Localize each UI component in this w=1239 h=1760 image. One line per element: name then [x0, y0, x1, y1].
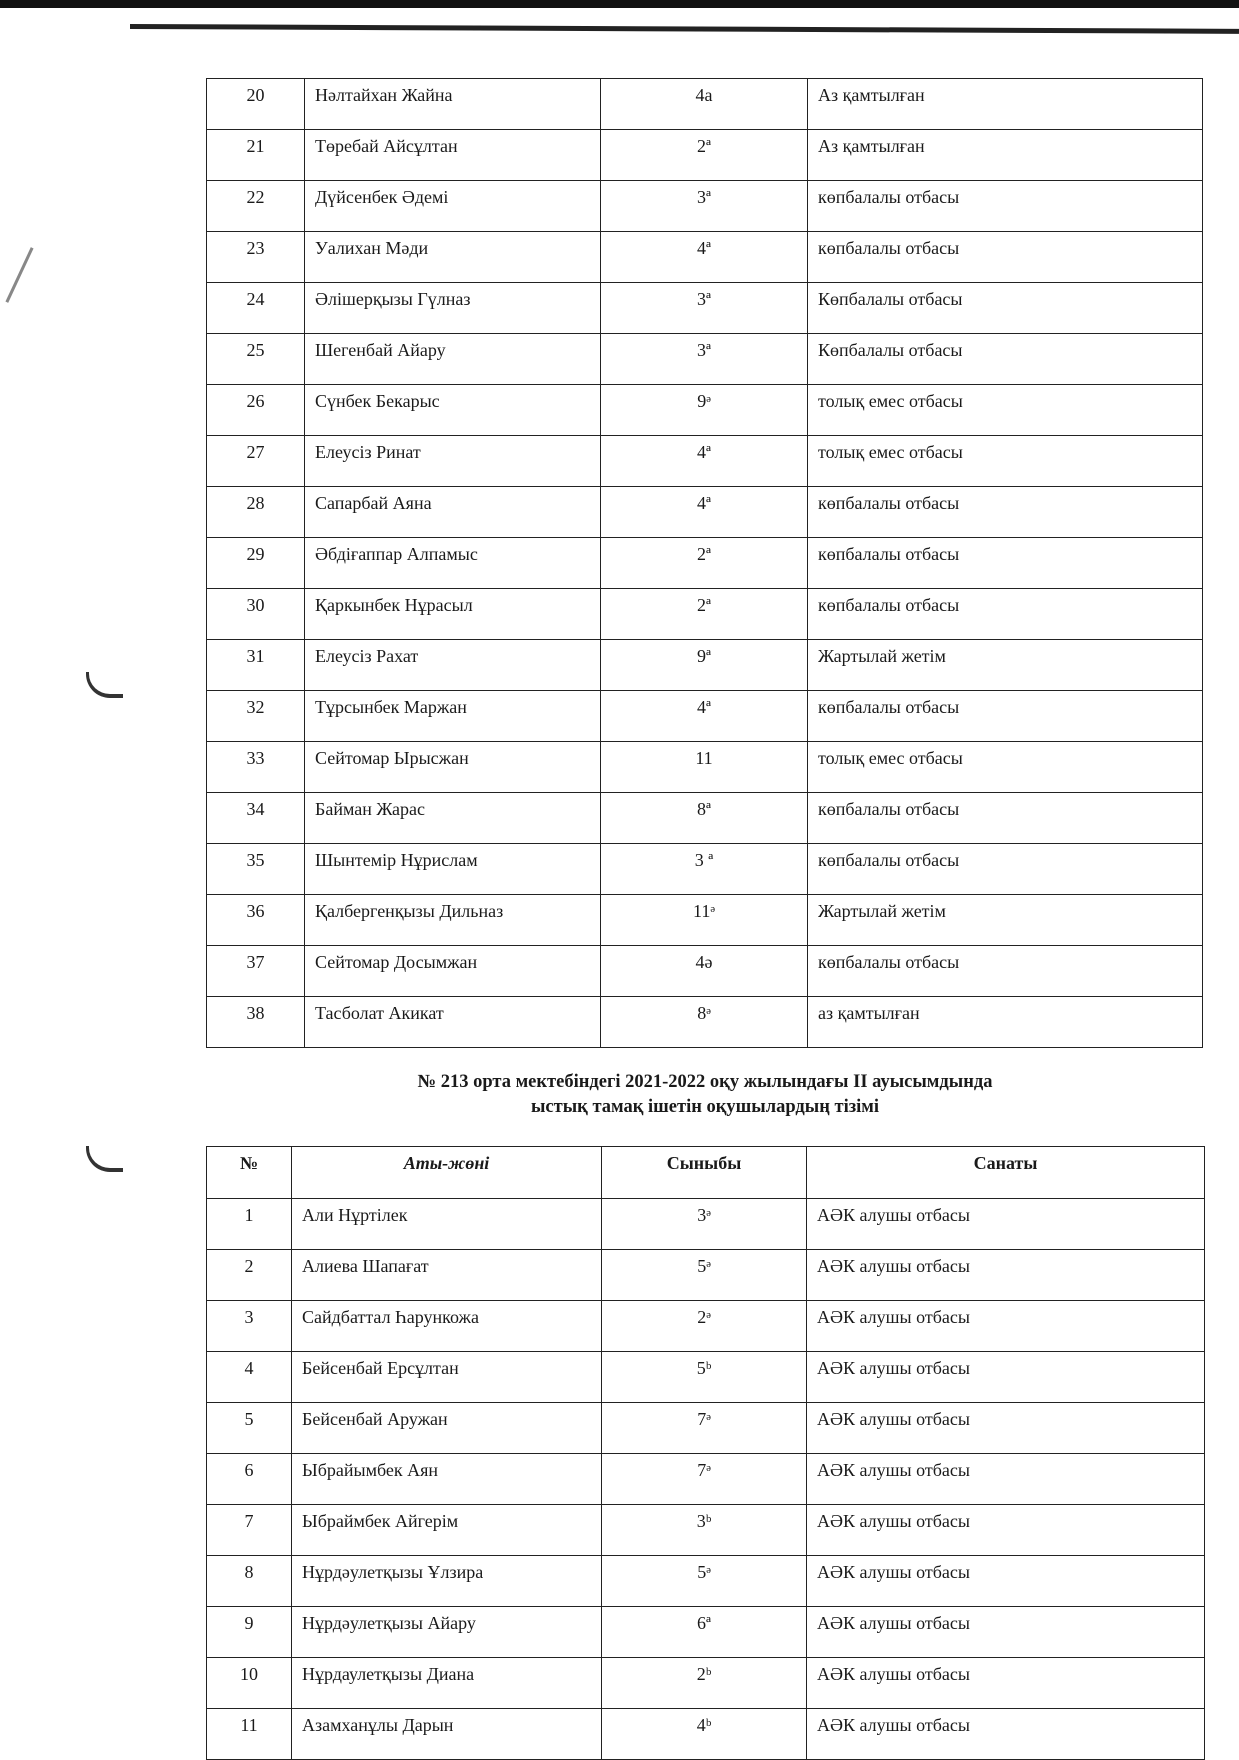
- student-category: көпбалалы отбасы: [808, 487, 1203, 538]
- header-full-name: Аты-жөні: [292, 1147, 602, 1199]
- student-name: Тасболат Акикат: [305, 997, 601, 1048]
- student-name: Нұрдәулетқызы Айару: [292, 1607, 602, 1658]
- student-name: Али Нұртілек: [292, 1199, 602, 1250]
- table-row: [207, 1658, 1205, 1709]
- student-class: 3ª: [601, 181, 808, 232]
- table-row: [207, 691, 1203, 742]
- table-row: [207, 1454, 1205, 1505]
- student-name: Әлішерқызы Гүлназ: [305, 283, 601, 334]
- student-class: 4ᵇ: [602, 1709, 807, 1760]
- student-class: 4а: [601, 79, 808, 130]
- student-category: Жартылай жетім: [808, 640, 1203, 691]
- scan-stroke-mark: [5, 247, 33, 303]
- row-number: 7: [207, 1505, 292, 1556]
- table-row: [207, 1505, 1205, 1556]
- row-number: 21: [207, 130, 305, 181]
- student-class: 6ª: [602, 1607, 807, 1658]
- hole-punch-mark: [86, 672, 123, 698]
- student-class: 3ᵇ: [602, 1505, 807, 1556]
- student-class: 5ᵊ: [602, 1250, 807, 1301]
- row-number: 31: [207, 640, 305, 691]
- row-number: 26: [207, 385, 305, 436]
- table-row: [207, 640, 1203, 691]
- table-header-row: [207, 1147, 1205, 1199]
- student-class: 2ᵊ: [602, 1301, 807, 1352]
- row-number: 6: [207, 1454, 292, 1505]
- student-name: Елеусіз Рахат: [305, 640, 601, 691]
- scan-artifact-line: [130, 24, 1239, 34]
- student-name: Сайдбаттал Һарункожа: [292, 1301, 602, 1352]
- row-number: 22: [207, 181, 305, 232]
- row-number: 30: [207, 589, 305, 640]
- student-class: 4ª: [601, 232, 808, 283]
- students-table-continued: [206, 78, 1203, 1048]
- section-title: [206, 1070, 1204, 1120]
- student-class: 4ª: [601, 436, 808, 487]
- header-class: Сыныбы: [602, 1147, 807, 1199]
- student-category: АӘК алушы отбасы: [807, 1658, 1205, 1709]
- student-category: толық емес отбасы: [808, 742, 1203, 793]
- student-class: 8ᵊ: [601, 997, 808, 1048]
- student-category: АӘК алушы отбасы: [807, 1454, 1205, 1505]
- student-class: 2ª: [601, 130, 808, 181]
- table-row: [207, 1352, 1205, 1403]
- student-category: Көпбалалы отбасы: [808, 334, 1203, 385]
- row-number: 28: [207, 487, 305, 538]
- table-row: [207, 1556, 1205, 1607]
- table-row: [207, 487, 1203, 538]
- student-name: Төребай Айсұлтан: [305, 130, 601, 181]
- table-row: [207, 436, 1203, 487]
- student-name: Сүнбек Бекарыс: [305, 385, 601, 436]
- student-name: Дүйсенбек Әдемі: [305, 181, 601, 232]
- student-class: 5ᵊ: [602, 1556, 807, 1607]
- student-name: Алиева Шапағат: [292, 1250, 602, 1301]
- row-number: 36: [207, 895, 305, 946]
- table-row: [207, 997, 1203, 1048]
- row-number: 5: [207, 1403, 292, 1454]
- hole-punch-mark: [86, 1146, 123, 1172]
- scan-top-edge: [0, 0, 1239, 8]
- student-class: 2ᵇ: [602, 1658, 807, 1709]
- table-row: [207, 1199, 1205, 1250]
- row-number: 33: [207, 742, 305, 793]
- student-name: Байман Жарас: [305, 793, 601, 844]
- student-category: АӘК алушы отбасы: [807, 1709, 1205, 1760]
- header-category: Санаты: [807, 1147, 1205, 1199]
- student-category: толық емес отбасы: [808, 436, 1203, 487]
- table-row: [207, 334, 1203, 385]
- row-number: 23: [207, 232, 305, 283]
- student-name: Нұрдәулетқызы Ұлзира: [292, 1556, 602, 1607]
- table-row: [207, 1250, 1205, 1301]
- student-category: көпбалалы отбасы: [808, 946, 1203, 997]
- row-number: 3: [207, 1301, 292, 1352]
- student-class: 3ᵊ: [602, 1199, 807, 1250]
- table-row: [207, 181, 1203, 232]
- student-name: Шынтемір Нұрислам: [305, 844, 601, 895]
- student-class: 3ª: [601, 283, 808, 334]
- student-class: 2ª: [601, 589, 808, 640]
- table-row: [207, 283, 1203, 334]
- student-name: Қаркынбек Нұрасыл: [305, 589, 601, 640]
- student-name: Әбдіғаппар Алпамыс: [305, 538, 601, 589]
- student-category: көпбалалы отбасы: [808, 181, 1203, 232]
- row-number: 2: [207, 1250, 292, 1301]
- student-name: Нәлтайхан Жайна: [305, 79, 601, 130]
- row-number: 35: [207, 844, 305, 895]
- student-class: 8ª: [601, 793, 808, 844]
- student-class: 2ª: [601, 538, 808, 589]
- student-category: АӘК алушы отбасы: [807, 1301, 1205, 1352]
- table-row: [207, 538, 1203, 589]
- table-row: [207, 946, 1203, 997]
- student-category: АӘК алушы отбасы: [807, 1505, 1205, 1556]
- table-row: [207, 793, 1203, 844]
- table-row: [207, 1607, 1205, 1658]
- row-number: 34: [207, 793, 305, 844]
- table-row: [207, 1403, 1205, 1454]
- student-class: 11: [601, 742, 808, 793]
- student-category: аз қамтылған: [808, 997, 1203, 1048]
- student-category: АӘК алушы отбасы: [807, 1556, 1205, 1607]
- student-class: 11ᵊ: [601, 895, 808, 946]
- table-row: [207, 1301, 1205, 1352]
- student-name: Ыбраймбек Айгерім: [292, 1505, 602, 1556]
- row-number: 24: [207, 283, 305, 334]
- student-class: 3 ª: [601, 844, 808, 895]
- table-row: [207, 130, 1203, 181]
- student-name: Сейтомар Ырысжан: [305, 742, 601, 793]
- student-class: 3ª: [601, 334, 808, 385]
- second-shift-table-body: [207, 1199, 1205, 1760]
- student-category: Көпбалалы отбасы: [808, 283, 1203, 334]
- table-row: [207, 844, 1203, 895]
- row-number: 27: [207, 436, 305, 487]
- row-number: 1: [207, 1199, 292, 1250]
- row-number: 4: [207, 1352, 292, 1403]
- student-class: 4ª: [601, 487, 808, 538]
- second-shift-students-table: [206, 1146, 1205, 1760]
- row-number: 37: [207, 946, 305, 997]
- student-name: Елеусіз Ринат: [305, 436, 601, 487]
- row-number: 25: [207, 334, 305, 385]
- student-class: 7ᵊ: [602, 1403, 807, 1454]
- table-header: [207, 1147, 1205, 1199]
- student-category: көпбалалы отбасы: [808, 793, 1203, 844]
- table-row: [207, 742, 1203, 793]
- student-category: АӘК алушы отбасы: [807, 1403, 1205, 1454]
- student-category: Аз қамтылған: [808, 79, 1203, 130]
- student-category: АӘК алушы отбасы: [807, 1199, 1205, 1250]
- row-number: 11: [207, 1709, 292, 1760]
- student-category: АӘК алушы отбасы: [807, 1250, 1205, 1301]
- row-number: 9: [207, 1607, 292, 1658]
- student-name: Уалихан Мәди: [305, 232, 601, 283]
- students-table-body: [207, 79, 1203, 1048]
- student-class: 9ᵊ: [601, 385, 808, 436]
- header-number: №: [207, 1147, 292, 1199]
- student-category: толық емес отбасы: [808, 385, 1203, 436]
- student-category: АӘК алушы отбасы: [807, 1352, 1205, 1403]
- table-row: [207, 895, 1203, 946]
- row-number: 20: [207, 79, 305, 130]
- student-class: 7ᵊ: [602, 1454, 807, 1505]
- student-category: көпбалалы отбасы: [808, 589, 1203, 640]
- row-number: 32: [207, 691, 305, 742]
- student-class: 9ª: [601, 640, 808, 691]
- table-row: [207, 79, 1203, 130]
- student-category: көпбалалы отбасы: [808, 538, 1203, 589]
- student-name: Бейсенбай Аружан: [292, 1403, 602, 1454]
- student-class: 4ә: [601, 946, 808, 997]
- row-number: 38: [207, 997, 305, 1048]
- student-category: көпбалалы отбасы: [808, 844, 1203, 895]
- student-name: Азамханұлы Дарын: [292, 1709, 602, 1760]
- student-category: көпбалалы отбасы: [808, 232, 1203, 283]
- student-name: Сапарбай Аяна: [305, 487, 601, 538]
- row-number: 29: [207, 538, 305, 589]
- table-row: [207, 589, 1203, 640]
- student-class: 5ᵇ: [602, 1352, 807, 1403]
- student-name: Шегенбай Айару: [305, 334, 601, 385]
- student-category: көпбалалы отбасы: [808, 691, 1203, 742]
- row-number: 8: [207, 1556, 292, 1607]
- section-title-line1: № 213 орта мектебіндегі 2021-2022 оқу жылындағы II ауысымдында: [417, 1072, 993, 1092]
- student-category: Аз қамтылған: [808, 130, 1203, 181]
- section-title-line2: ыстық тамақ ішетін оқушылардың тізімі: [530, 1097, 880, 1117]
- table-row: [207, 385, 1203, 436]
- student-name: Нұрдаулетқызы Диана: [292, 1658, 602, 1709]
- student-name: Бейсенбай Ерсұлтан: [292, 1352, 602, 1403]
- student-class: 4ª: [601, 691, 808, 742]
- student-name: Сейтомар Досымжан: [305, 946, 601, 997]
- student-category: АӘК алушы отбасы: [807, 1607, 1205, 1658]
- row-number: 10: [207, 1658, 292, 1709]
- student-name: Қалбергенқызы Дильназ: [305, 895, 601, 946]
- student-category: Жартылай жетім: [808, 895, 1203, 946]
- table-row: [207, 232, 1203, 283]
- student-name: Ыбрайымбек Аян: [292, 1454, 602, 1505]
- student-name: Тұрсынбек Маржан: [305, 691, 601, 742]
